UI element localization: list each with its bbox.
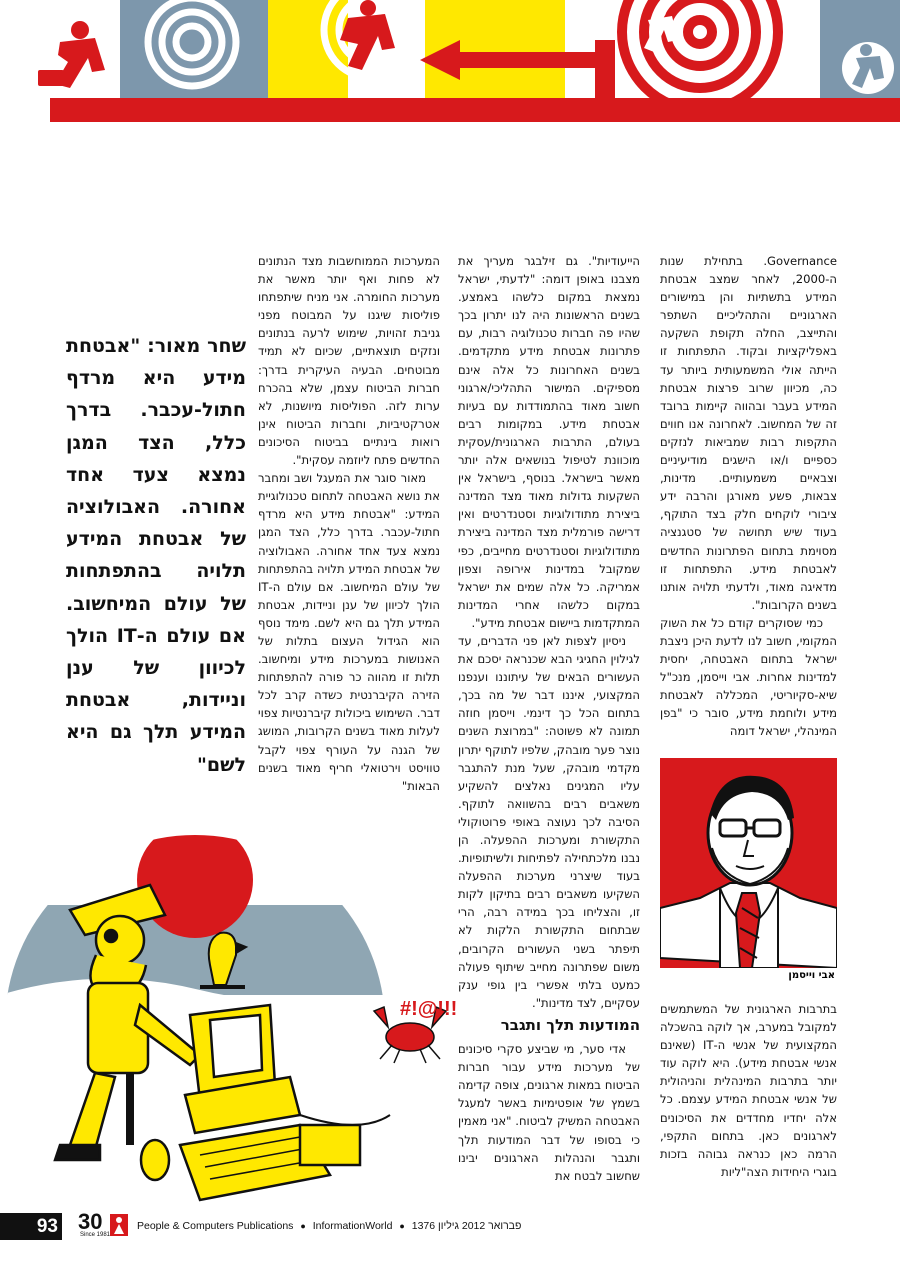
page-number bbox=[0, 1213, 62, 1240]
pirate-computer-illustration bbox=[0, 815, 460, 1215]
banner-stripe bbox=[50, 98, 900, 122]
publisher-logo-icon bbox=[108, 1212, 130, 1238]
article-column-3 bbox=[258, 252, 440, 795]
paragraph: כמי שסוקרים קודם כל את השוק המקומי, חשוב לנו לדעת היכן ניצבת ישראל בתחום האבטחה, יחסית למדינות אחרות. אבי וייסמן, מנכ"ל שיא-סקיוריטי, המכללה לאבטחת מידע ולוחמת מידע, סובר כי "בפן המינהלי, ישראל דומה bbox=[660, 615, 837, 739]
article-column-1b bbox=[660, 1000, 837, 1181]
paragraph: הייעודיות". גם זילבגר מעריך את מצבנו באופן דומה: "לדעתי, ישראל נמצאת במקום כלשהו באמצע. בשנים הראשונות היה לנו יתרון בכך שהיו פה חברות טכנולוגיה רבות, עם פתרונות אבטחת מידע מתקדמים. בשנים האחרונות כל אלה אינם מספיקים. המישור התהליכי/ארגוני חשוב מאוד בהתמודדות עם בעיות אבטחת מידע. במקומות רבים בעולם, התרבות הארגונית/עסקית מוכוונת לטיפול בנושאים אלה יותר מאשר בישראל. בנוסף, בישראל אין השקעות גדולות מאוד מצד המדינה ביצירת מתודולוגיות וסטנדרטים ואין דרישה פורמלית מצד המדינה ביצירת מתודולוגיות וסטנדרטים מחייבים, כפי שמקובל במדינות אירופה וצפון אמריקה. כל אלה שמים את ישראל במקום כלשהו אחרי המדינות המתקדמות ביישום אבטחת מידע". bbox=[458, 254, 640, 630]
publisher-name: People & Computers Publications bbox=[137, 1220, 294, 1232]
pull-quote bbox=[66, 330, 246, 781]
paragraph: Governance. בתחילת שנות ה-2000, לאחר שמצב אבטחת המידע בתשתיות והן במישורים הארגוניים והתהליכיים השתפר והתייצב, החלה תקופת השקעה באפליקציות ובקוד. התפתחות זו הייתה אולי המשמעותית ביותר עד כה, מכיוון שרוב פרצות אבטחת המידע בעבר ובהווה קיימות ברובד זה של המחשוב. לאחרונה אנו חווים התקפות רבות שמביאות לנזקים כספיים ו/או הישגים מודיעיניים וצבאיים משמעותיים. מדינות, צבאות, פשע מאורגן והרבה ידע ציבורי לוקחים חלק בצד התוקף, בעוד שיש תחושה של סטגנציה מסוימת בתחום הפתרונות החדשים לאבטחת מידע. התפתחות זו מדאיגה מאוד, ולדעתי תלויה אותנו בשנים הקרובות". bbox=[660, 254, 837, 612]
paragraph: בתרבות הארגונית של המשתמשים למקובל במערב, אך לוקה בהשכלה המקצועית של אנשי ה-IT (שאינם אנשי אבטחת מידע). היא לוקה עוד יותר בתרבות המינהלית והניהולית של אנשי אבטחת המידע עצמם. כל אלה יחדיו מחדדים את הסיכונים לארגונים כאן. בתחום התקפי, הרמה כאן כנראה גבוהה בזכות בוגרי היחידות הצה"ליות bbox=[660, 1002, 837, 1179]
paragraph: מאור סוגר את המעגל ושב ומחבר את נושא האבטחה לתחום טכנולוגיית המידע: "אבטחת מידע היא מרדף חתול-עכבר. בדרך כלל, הצד המגן נמצא צעד אחד אחורה. האבולוציה של אבטחת המידע תלויה בהתפתחות של עולם המיחשוב. אם עולם ה-IT הולך לכיוון של ענן וניידות, אבטחת המידע תלך גם היא לשם. מימד נוסף הוא הגידול העצום בתלות של האנושות במערכות מידע ומיחשוב. תלות זו מהווה כר פורה להתפתחות הזירה הקיברנטית כשדה קרב לכל דבר. השימוש ביכולות קיברנטיות צפוי לעלות מאוד בשנים הקרובות, המושג של הגנה על העורף צפוי לקבל טוויסט וירטואלי חריף מאוד בשנים הבאות" bbox=[258, 471, 440, 793]
page-number-text: 93 bbox=[36, 1216, 58, 1237]
paragraph: אדי סער, מי שביצע סקרי סיכונים של מערכות מידע עבור חברות הביטוח במאות ארגונים, צופה קדימה בשמץ של אופטימיות באשר למעגל האבטחה המשיק לביטוח. "אני מאמין כי בסופו של דבר המודעות תלך ותגבר והנהלות הארגונים יבינו שחשוב לבטח את bbox=[458, 1042, 640, 1183]
portrait-illustration bbox=[660, 758, 837, 968]
separator: ● bbox=[300, 1221, 306, 1231]
publication-line bbox=[137, 1220, 521, 1232]
red-sun bbox=[137, 822, 253, 938]
section-heading: המודעות תלך ותגבר bbox=[500, 1015, 640, 1034]
magazine-name: InformationWorld bbox=[312, 1220, 393, 1232]
issue-info: פברואר 2012 גיליון 1376 bbox=[411, 1220, 522, 1232]
logo-since: Since 1981 bbox=[80, 1232, 111, 1238]
anniversary-logo-number: 30 bbox=[78, 1209, 103, 1234]
pull-quote-text: שחר מאור: "אבטחת מידע היא מרדף חתול-עכבר. בדרך כלל, הצד המגן נמצא צעד אחד אחורה. האבולוציה של אבטחת המידע תלויה בהתפתחות של עולם המיחשוב. אם עולם ה-IT הולך לכיוון של ענן וניידות, אבטחת המידע תלך גם היא לשם" bbox=[66, 335, 246, 776]
article-column-1 bbox=[660, 252, 837, 741]
paragraph: ניסיון לצפות לאן פני הדברים, עד לגילוין החגיגי הבא שכנראה יסכם את העשורים הבאים של עיתוננו וענפנו המקצועי, איננו דבר של מה בכך, בתחום הכל כך דינמי. וייסמן חוזה תמונה לא פשוטה: "במרוצת השנים נוצר פער מובהק, שלפיו לתוקף יתרון מקדמי מובהק, שעל מנת להתגבר עליו המגינים נאלצים להשקיע משאבים רבים בהשוואה לתוקף. הסיבה לכך נעוצה באופי פרוטוקולי התקשורת ומערכות ההפעלה. הן נבנו מלכתחילה לפתיחות ולשיתופיות. בעוד שיצרני מערכות ההפעלה השקיעו משאבים רבים בתיקון לקות זו, והצליחו בכך במידה רבה, הרי שבתחום התקשורת הלקות לא תיפתר בשני העשורים הקרובים, משום שפתרונה מחייב שיתוף פעולה כמעט בלתי אפשרי בין גופי ענק עסקיים, לצד מדינות". bbox=[458, 633, 640, 1010]
runner-figure-4 bbox=[842, 42, 894, 94]
separator: ● bbox=[399, 1221, 405, 1231]
portrait-caption: אבי וייסמן bbox=[788, 970, 835, 981]
exclamation-text: #!@!!! bbox=[400, 998, 458, 1020]
paragraph: המערכות הממוחשבות מצד הנתונים לא פחות ואף יותר מאשר את מערכות החומרה. אני מניח שיתפתחו פוליסות שיגנו על המבוטח מפני גניבת זהויות, שימוש לרעה בנתונים ונזקים תוצאתיים, שכיום לא תמיד מבוטחים. הבעיה העיקרית בדרך: חברות הביטוח עצמן, שלא בהכרח ערות לזה. הפוליסות מיושנות, לא אטרקטיביות, וחברות הביטוח אינן רואות בינתיים בביטוח הסיכונים החדשים פתח ליוזמה עסקית". bbox=[258, 254, 440, 468]
article-column-2 bbox=[458, 252, 640, 1185]
header-banner bbox=[0, 0, 900, 125]
